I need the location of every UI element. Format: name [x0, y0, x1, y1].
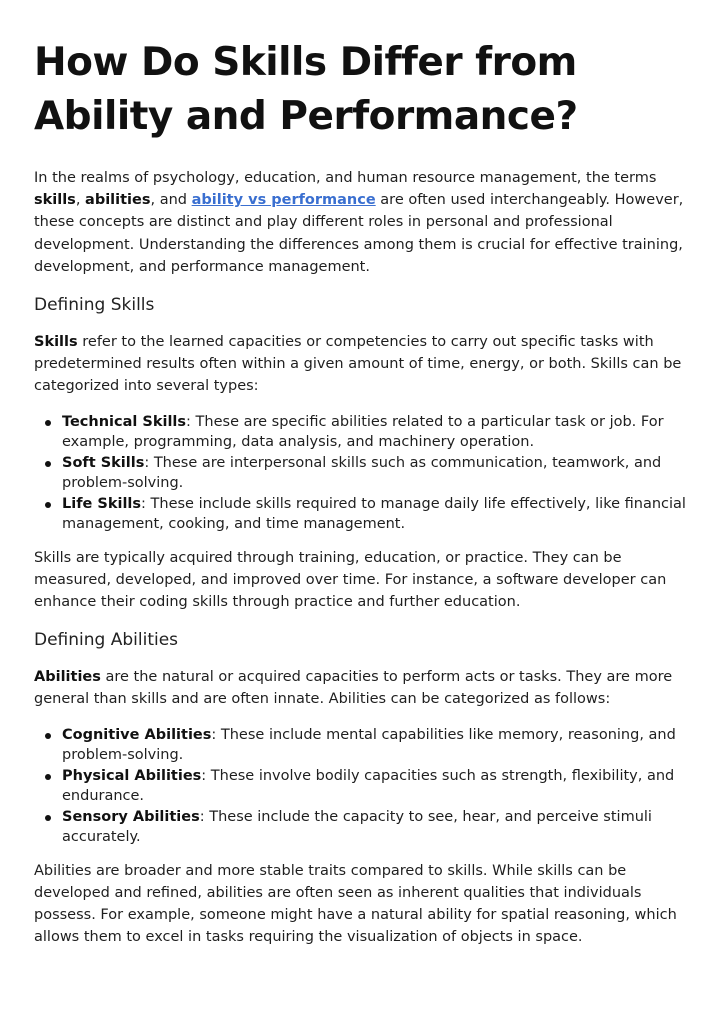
- abilities-closing-paragraph: Abilities are broader and more stable traits compared to skills. While skills can be developed and refined, abilities are often seen as inherent qualities that individuals possess. For example, someone might have a natural ability for spatial reasoning, which allows them to excel in tasks requiring the visualization of objects in space.: [34, 862, 677, 946]
- list-item: [62, 766, 686, 807]
- page-title: How Do Skills Differ from Ability and Performance?: [34, 40, 578, 139]
- bullet-icon: [45, 774, 51, 780]
- skills-definition-paragraph: [34, 331, 686, 398]
- skills-def-text: refer to the learned capacities or competencies to carry out specific tasks with predetermined results often within a given amount of time, energy, or both. Skills can be categorized into several types:: [34, 334, 682, 395]
- abilities-type-list: [34, 725, 686, 848]
- intro-text-1: In the realms of psychology, education, and human resource management, the terms: [34, 170, 657, 186]
- bullet-icon: [45, 461, 51, 467]
- list-item-text: : These include skills required to manage daily life effectively, like financial management, cooking, and time management.: [62, 495, 686, 533]
- list-item-text: : These involve bodily capacities such as strength, flexibility, and endurance.: [62, 767, 675, 805]
- list-item: [62, 725, 686, 766]
- list-item-text: : These are specific abilities related to a particular task or job. For example, programming, data analysis, and machinery operation.: [62, 413, 664, 451]
- list-item-text: : These are interpersonal skills such as communication, teamwork, and problem-solving.: [62, 454, 662, 492]
- abilities-def-term: Abilities: [34, 669, 101, 686]
- abilities-def-text: are the natural or acquired capacities to perform acts or tasks. They are more general than skills and are often innate. Abilities can be categorized as follows:: [34, 669, 673, 708]
- bullet-icon: [45, 420, 51, 426]
- skills-type-list: [34, 412, 686, 535]
- skills-def-term: Skills: [34, 334, 78, 351]
- list-item-term: Technical Skills: [62, 413, 187, 430]
- abilities-definition-paragraph: [34, 666, 686, 710]
- intro-text-2: are often used interchangeably. However, these concepts are distinct and play different roles in personal and professional development. Understanding the differences among them is crucial for effective training, development, and performance management.: [34, 192, 684, 275]
- bullet-icon: [45, 502, 51, 508]
- bullet-icon: [45, 815, 51, 821]
- term-abilities: abilities: [85, 192, 151, 209]
- list-item-text: : These include mental capabilities like memory, reasoning, and problem-solving.: [62, 726, 676, 764]
- list-item-term: Physical Abilities: [62, 767, 202, 784]
- list-item: [62, 494, 686, 535]
- intro-comma: ,: [75, 192, 81, 209]
- list-item-term: Sensory Abilities: [62, 808, 200, 825]
- heading-defining-abilities: Defining Abilities: [34, 630, 179, 651]
- list-item: [62, 453, 686, 494]
- list-item-text: : These include the capacity to see, hear, and perceive stimuli accurately.: [62, 808, 652, 846]
- list-item: [62, 807, 686, 848]
- list-item-term: Cognitive Abilities: [62, 726, 212, 743]
- intro-paragraph: [34, 167, 686, 278]
- list-item: [62, 412, 686, 453]
- term-skills: skills: [34, 192, 76, 209]
- intro-and: , and: [150, 192, 192, 209]
- list-item-term: Life Skills: [62, 495, 142, 512]
- skills-closing-paragraph: Skills are typically acquired through training, education, or practice. They can be measured, developed, and improved over time. For instance, a software developer can enhance their coding skills through practice and further education.: [34, 549, 667, 611]
- heading-defining-skills: Defining Skills: [34, 295, 155, 316]
- bullet-icon: [45, 733, 51, 739]
- ability-vs-performance-link[interactable]: ability vs performance: [191, 192, 376, 209]
- list-item-term: Soft Skills: [62, 454, 145, 471]
